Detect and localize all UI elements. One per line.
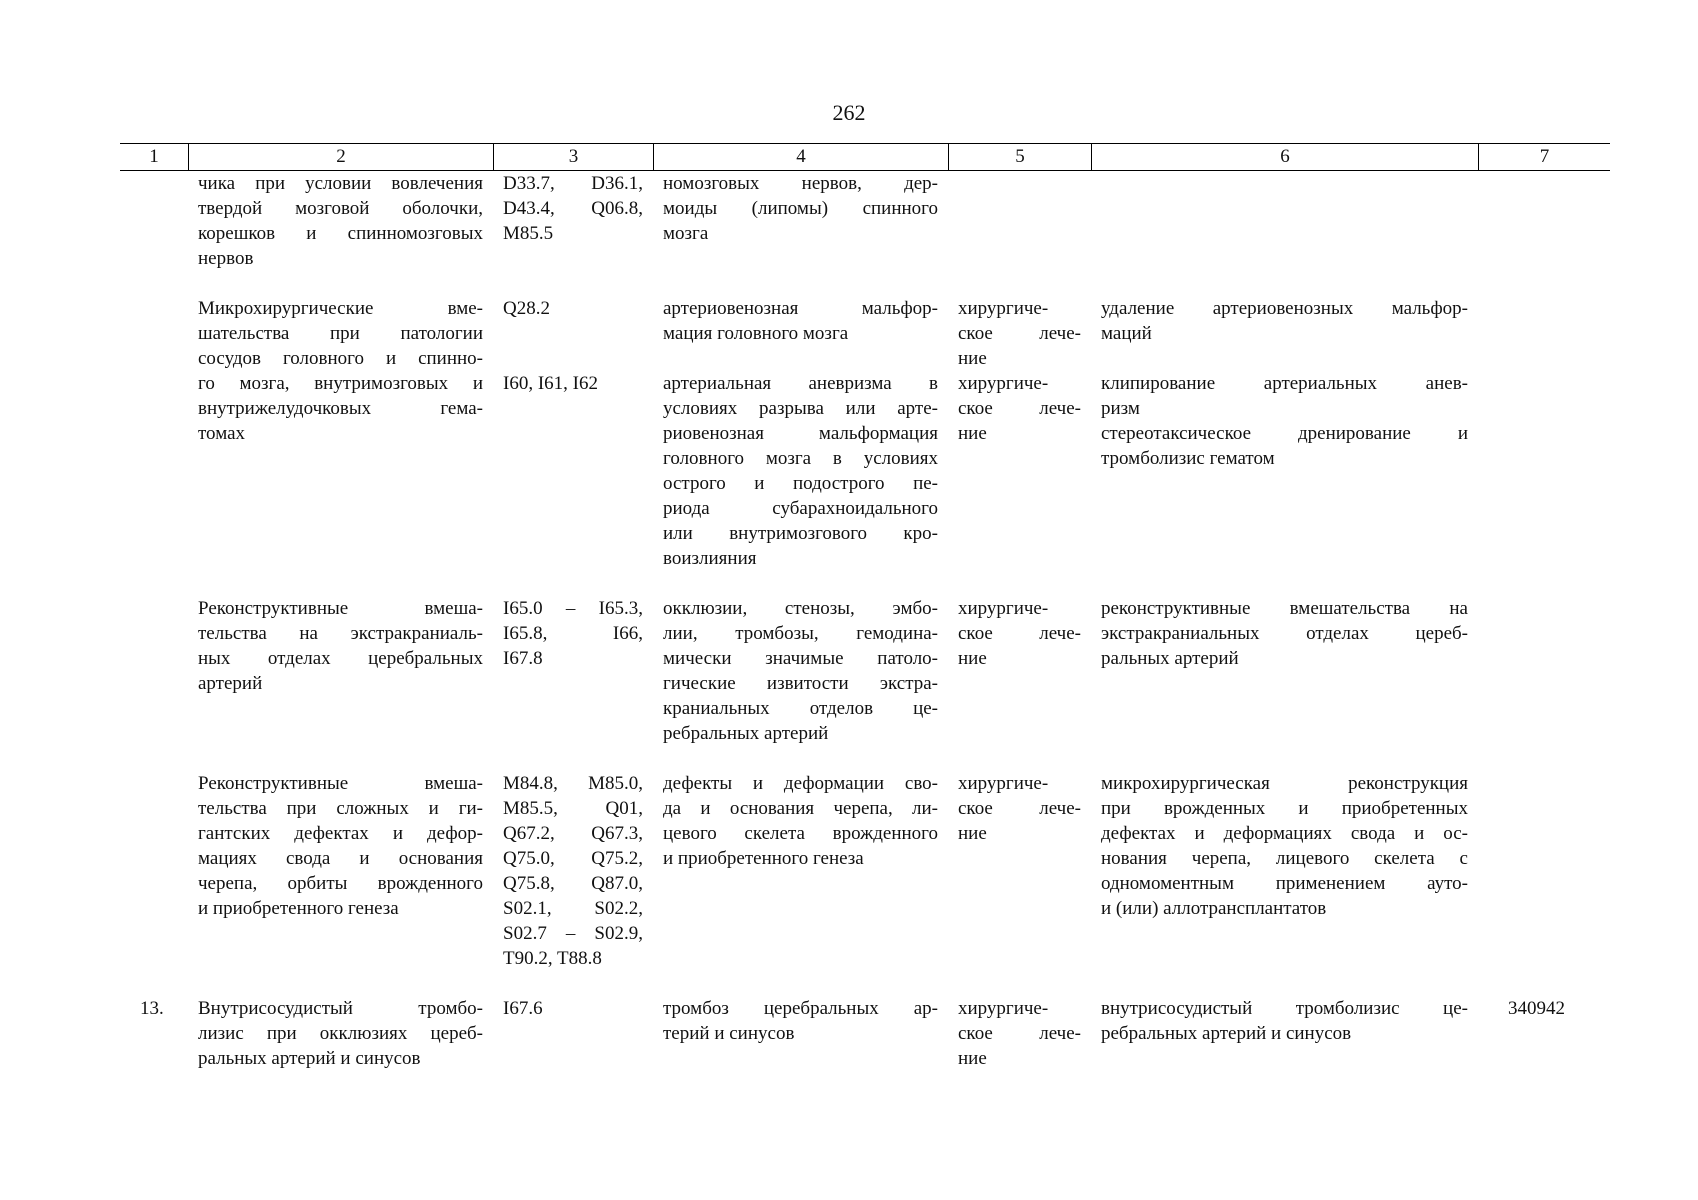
treatment-type xyxy=(948,296,1091,371)
row-number xyxy=(120,596,188,746)
treatment-type xyxy=(948,771,1091,971)
cost-value xyxy=(1478,171,1610,271)
treatment-method-line: нования черепа, лицевого скелета с xyxy=(1101,848,1468,869)
care-type-name-line: шательства при патологии xyxy=(198,323,483,344)
icd-codes-line: S02.7 – S02.9, xyxy=(503,923,643,944)
header-col-5: 5 xyxy=(948,144,1091,170)
patient-model xyxy=(653,771,948,971)
care-type-name xyxy=(188,596,493,746)
icd-codes xyxy=(493,996,653,1071)
patient-model-line: риовенозная мальформация xyxy=(663,423,938,444)
icd-codes-line: I65.8, I66, xyxy=(503,623,643,644)
patient-model-line: мозга xyxy=(663,223,709,244)
table-body xyxy=(120,171,1610,1071)
table-row xyxy=(120,771,1610,971)
care-type-name-line: внутрижелудочковых гема- xyxy=(198,398,483,419)
treatment-type-line: ское лече- xyxy=(958,1023,1081,1044)
sub-row xyxy=(493,371,1478,571)
cost-value xyxy=(1478,771,1610,971)
care-type-name-line: черепа, орбиты врожденного xyxy=(198,873,483,894)
table-row xyxy=(120,596,1610,746)
care-type-name-line: Внутрисосудистый тромбо- xyxy=(198,998,483,1019)
care-type-name-line: Реконструктивные вмеша- xyxy=(198,773,483,794)
treatment-method-line: экстракраниальных отделах цереб- xyxy=(1101,623,1468,644)
patient-model-line: окклюзии, стенозы, эмбо- xyxy=(663,598,938,619)
treatment-type-line: ское лече- xyxy=(958,323,1081,344)
treatment-method-line: микрохирургическая реконструкция xyxy=(1101,773,1468,794)
icd-codes-line: T90.2, T88.8 xyxy=(503,948,602,969)
treatment-method xyxy=(1091,996,1478,1071)
icd-codes-line: Q75.0, Q75.2, xyxy=(503,848,643,869)
care-type-name-line: корешков и спинномозговых xyxy=(198,223,483,244)
patient-model xyxy=(653,596,948,746)
icd-codes xyxy=(493,371,653,571)
care-type-name-line: ных отделах церебральных xyxy=(198,648,483,669)
medical-care-table xyxy=(120,143,1610,1071)
patient-model-line: и приобретенного генеза xyxy=(663,848,864,869)
icd-codes-line: I65.0 – I65.3, xyxy=(503,598,643,619)
icd-codes xyxy=(493,296,653,371)
care-type-name-line: Реконструктивные вмеша- xyxy=(198,598,483,619)
icd-codes-line: I67.6 xyxy=(503,998,543,1019)
icd-codes-line: D33.7, D36.1, xyxy=(503,173,643,194)
care-type-name-line: твердой мозговой оболочки, xyxy=(198,198,483,219)
care-type-name xyxy=(188,771,493,971)
page-number: 262 xyxy=(832,100,866,125)
care-type-name-line: тельства при сложных и ги- xyxy=(198,798,483,819)
cost-value xyxy=(1478,296,1610,571)
treatment-method-line: маций xyxy=(1101,323,1152,344)
row-gap xyxy=(120,271,1610,296)
treatment-method-line: клипирование артериальных анев- xyxy=(1101,373,1468,394)
icd-codes-line: Q28.2 xyxy=(503,298,550,319)
icd-codes xyxy=(493,171,653,271)
patient-model-line: мация головного мозга xyxy=(663,323,849,344)
patient-model-line: дефекты и деформации сво- xyxy=(663,773,938,794)
patient-model xyxy=(653,171,948,271)
patient-model-line: воизлияния xyxy=(663,548,757,569)
icd-codes-line: D43.4, Q06.8, xyxy=(503,198,643,219)
treatment-method-line: ризм xyxy=(1101,398,1140,419)
treatment-type xyxy=(948,996,1091,1071)
care-type-name xyxy=(188,296,493,571)
icd-codes-line: Q67.2, Q67.3, xyxy=(503,823,643,844)
treatment-method-line: ральных артерий xyxy=(1101,648,1239,669)
row-number xyxy=(120,171,188,271)
patient-model-line: риода субарахноидального xyxy=(663,498,938,519)
care-type-name-line: Микрохирургические вме- xyxy=(198,298,483,319)
patient-model-line: условиях разрыва или арте- xyxy=(663,398,938,419)
header-col-1: 1 xyxy=(149,146,159,167)
cost-value xyxy=(1478,596,1610,746)
patient-model-line: головного мозга в условиях xyxy=(663,448,938,469)
treatment-method-line: тромболизис гематом xyxy=(1101,448,1275,469)
treatment-method-line: внутрисосудистый тромболизис це- xyxy=(1101,998,1468,1019)
treatment-method-line: удаление артериовенозных мальфор- xyxy=(1101,298,1468,319)
treatment-method-line: реконструктивные вмешательства на xyxy=(1101,598,1468,619)
table-row xyxy=(120,171,1610,271)
treatment-type-line: ское лече- xyxy=(958,623,1081,644)
treatment-method-line: дефектах и деформациях свода и ос- xyxy=(1101,823,1468,844)
row-number xyxy=(120,296,188,571)
care-type-name xyxy=(188,996,493,1071)
treatment-type-line: ние xyxy=(958,348,987,369)
table-row xyxy=(120,996,1610,1071)
patient-model xyxy=(653,996,948,1071)
care-type-name-line: томах xyxy=(198,423,246,444)
treatment-method xyxy=(1091,296,1478,371)
patient-model-line: артериальная аневризма в xyxy=(663,373,938,394)
icd-codes-line: M85.5, Q01, xyxy=(503,798,643,819)
patient-model-line: тромбоз церебральных ар- xyxy=(663,998,938,1019)
patient-model-line: моиды (липомы) спинного xyxy=(663,198,938,219)
patient-model xyxy=(653,296,948,371)
care-type-name-line: артерий xyxy=(198,673,263,694)
care-type-name xyxy=(188,171,493,271)
icd-codes-line: I67.8 xyxy=(503,648,543,669)
patient-model-line: артериовенозная мальфор- xyxy=(663,298,938,319)
patient-model-line: гические извитости экстра- xyxy=(663,673,938,694)
patient-model-line: или внутримозгового кро- xyxy=(663,523,938,544)
cost-value: 340942 xyxy=(1508,998,1565,1019)
patient-model-line: острого и подострого пе- xyxy=(663,473,938,494)
icd-codes-line: Q75.8, Q87.0, xyxy=(503,873,643,894)
treatment-type-line: ское лече- xyxy=(958,398,1081,419)
treatment-type xyxy=(948,371,1091,571)
care-type-name-line: гантских дефектах и дефор- xyxy=(198,823,483,844)
icd-codes xyxy=(493,596,653,746)
care-type-name-line: и приобретенного генеза xyxy=(198,898,399,919)
patient-model-line: ребральных артерий xyxy=(663,723,829,744)
header-col-3: 3 xyxy=(493,144,653,170)
treatment-type-line: ние xyxy=(958,823,987,844)
treatment-method-line: при врожденных и приобретенных xyxy=(1101,798,1468,819)
patient-model-line: цевого скелета врожденного xyxy=(663,823,938,844)
row-gap xyxy=(120,971,1610,996)
treatment-method-line: стереотаксическое дренирование и xyxy=(1101,423,1468,444)
table-header-row xyxy=(120,143,1610,171)
treatment-method xyxy=(1091,596,1478,746)
treatment-method-line: одномоментным применением ауто- xyxy=(1101,873,1468,894)
care-type-name-line: чика при условии вовлечения xyxy=(198,173,483,194)
header-col-2: 2 xyxy=(188,144,493,170)
care-type-name-line: нервов xyxy=(198,248,254,269)
icd-codes-line: M85.5 xyxy=(503,223,554,244)
treatment-method-line: и (или) аллотрансплантатов xyxy=(1101,898,1327,919)
care-type-name-line: ральных артерий и синусов xyxy=(198,1048,421,1069)
treatment-type-line: ское лече- xyxy=(958,798,1081,819)
treatment-method xyxy=(1091,171,1478,271)
header-col-6: 6 xyxy=(1091,144,1478,170)
treatment-method xyxy=(1091,371,1478,571)
icd-codes-line: S02.1, S02.2, xyxy=(503,898,643,919)
treatment-type-line: хирургиче- xyxy=(958,773,1049,794)
sub-rows xyxy=(493,296,1478,571)
treatment-type-line: ние xyxy=(958,648,987,669)
patient-model-line: да и основания черепа, ли- xyxy=(663,798,938,819)
care-type-name-line: сосудов головного и спинно- xyxy=(198,348,483,369)
row-number xyxy=(120,771,188,971)
table-row xyxy=(120,296,1610,571)
treatment-type-line: хирургиче- xyxy=(958,598,1049,619)
care-type-name-line: тельства на экстракраниаль- xyxy=(198,623,483,644)
sub-row xyxy=(493,296,1478,371)
treatment-type-line: хирургиче- xyxy=(958,298,1049,319)
treatment-type-line: ние xyxy=(958,423,987,444)
row-gap xyxy=(120,746,1610,771)
treatment-type xyxy=(948,596,1091,746)
patient-model-line: лии, тромбозы, гемодина- xyxy=(663,623,938,644)
row-gap xyxy=(120,571,1610,596)
icd-codes xyxy=(493,771,653,971)
treatment-method-line: ребральных артерий и синусов xyxy=(1101,1023,1352,1044)
patient-model-line: номозговых нервов, дер- xyxy=(663,173,938,194)
patient-model-line: краниальных отделов це- xyxy=(663,698,938,719)
treatment-type xyxy=(948,171,1091,271)
patient-model-line: мически значимые патоло- xyxy=(663,648,938,669)
icd-codes-line: M84.8, M85.0, xyxy=(503,773,643,794)
care-type-name-line: лизис при окклюзиях цереб- xyxy=(198,1023,483,1044)
treatment-type-line: хирургиче- xyxy=(958,373,1049,394)
care-type-name-line: го мозга, внутримозговых и xyxy=(198,373,483,394)
patient-model xyxy=(653,371,948,571)
care-type-name-line: мациях свода и основания xyxy=(198,848,483,869)
treatment-method xyxy=(1091,771,1478,971)
row-number: 13. xyxy=(140,998,164,1019)
header-col-4: 4 xyxy=(653,144,948,170)
icd-codes-line: I60, I61, I62 xyxy=(503,373,598,394)
header-col-7: 7 xyxy=(1478,144,1610,170)
patient-model-line: терий и синусов xyxy=(663,1023,795,1044)
treatment-type-line: ние xyxy=(958,1048,987,1069)
treatment-type-line: хирургиче- xyxy=(958,998,1049,1019)
